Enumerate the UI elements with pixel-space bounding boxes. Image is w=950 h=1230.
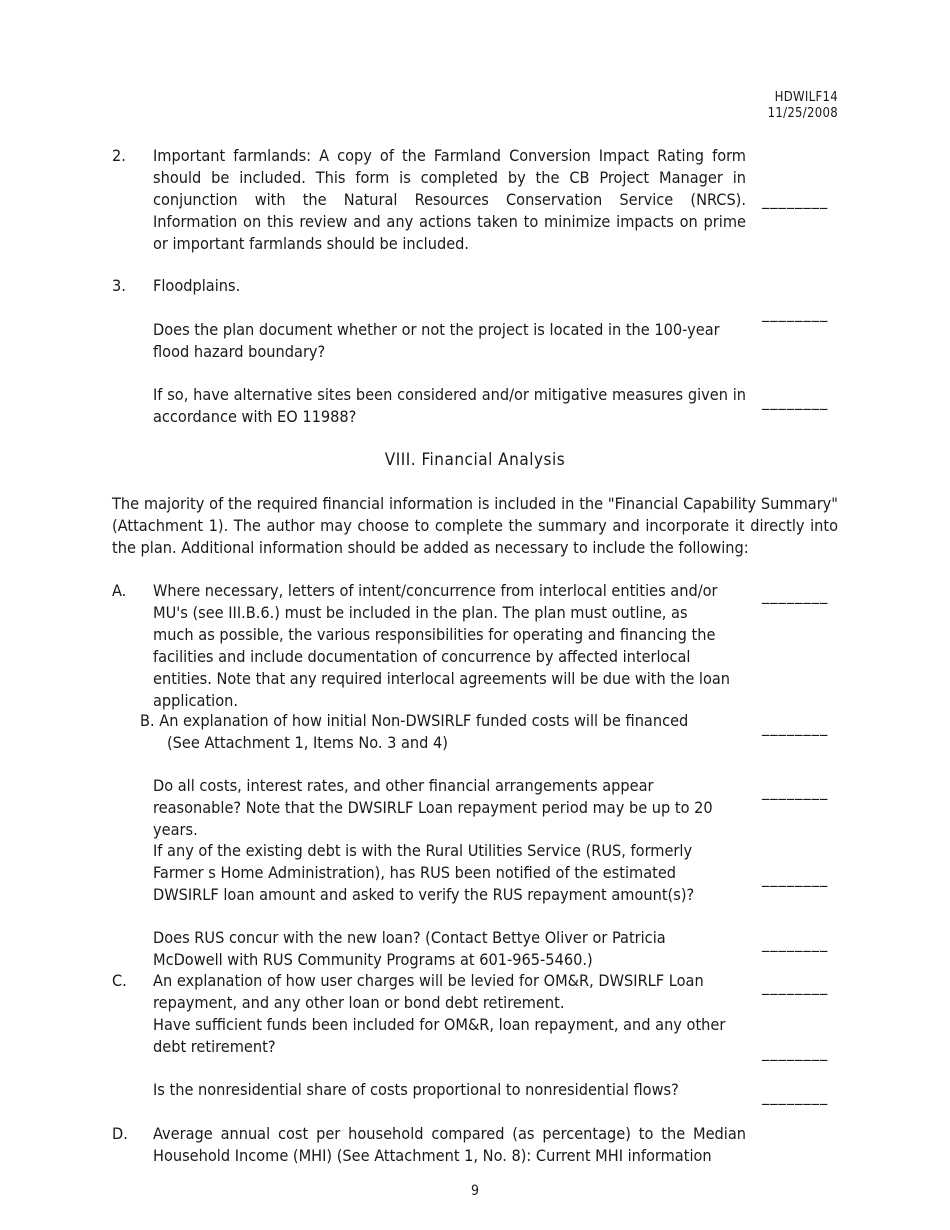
text-line: Have sufficient funds been included for OM&R, loan repayment, and any other [153, 1015, 726, 1034]
intro-paragraph: The majority of the required financial information is included in the "Financial Capability Summary" (Attachment 1). The author may choose to complete the summary and incorporate it directly into the plan. Additional information should be added as necessary to include the following: [112, 494, 838, 557]
item-c-text [153, 970, 746, 1014]
item-b-line1: B. An explanation of how initial Non-DWSIRLF funded costs will be financed [140, 711, 689, 730]
text-line: Farmer s Home Administration), has RUS been notified of the estimated [153, 863, 677, 882]
checklist-blank[interactable]: ________ [762, 190, 829, 209]
checklist-blank[interactable]: ________ [762, 303, 829, 322]
text-line: MU's (see III.B.6.) must be included in the plan. The plan must outline, as [153, 603, 688, 622]
rus-concur-question [153, 927, 746, 971]
text-line: DWSIRLF loan amount and asked to verify the RUS repayment amount(s)? [153, 885, 695, 904]
text-line: McDowell with RUS Community Programs at 601-965-5460.) [153, 950, 593, 969]
text-line: application. [153, 691, 238, 710]
checklist-blank[interactable]: ________ [762, 976, 829, 995]
item-letter: C. [112, 971, 127, 990]
checklist-blank[interactable]: ________ [762, 1042, 829, 1061]
funds-question [153, 1014, 746, 1058]
checklist-blank[interactable]: ________ [762, 1086, 829, 1105]
document-date: 11/25/2008 [767, 106, 838, 121]
text-line: facilities and include documentation of concurrence by affected interlocal [153, 647, 691, 666]
text-line: years. [153, 820, 198, 839]
checklist-blank[interactable]: ________ [762, 717, 829, 736]
text-line: debt retirement? [153, 1037, 276, 1056]
floodplain-alternatives-question: If so, have alternative sites been considered and/or mitigative measures given in accordance with EO 11988? [153, 385, 746, 426]
item-letter: A. [112, 581, 127, 600]
text-line: reasonable? Note that the DWSIRLF Loan repayment period may be up to 20 [153, 798, 713, 817]
checklist-blank[interactable]: ________ [762, 585, 829, 604]
text-line: Does RUS concur with the new loan? (Contact Bettye Oliver or Patricia [153, 928, 666, 947]
text-line: much as possible, the various responsibilities for operating and financing the [153, 625, 716, 644]
item-number: 3. [112, 276, 126, 295]
checklist-blank[interactable]: ________ [762, 781, 829, 800]
item-text-farmlands: Important farmlands: A copy of the Farmland Conversion Impact Rating form should be included. This form is completed by the CB Project Manager in conjunction with the Natural Resources Conservation Service (NRCS). Information on this review and any actions taken to minimize impacts on prime or important farmlands should be included. [153, 146, 746, 253]
text-line: repayment, and any other loan or bond debt retirement. [153, 993, 565, 1012]
costs-question [153, 775, 746, 841]
document-id: HDWILF14 [774, 90, 838, 105]
floodplain-question: Does the plan document whether or not the project is located in the 100-year flood hazard boundary? [153, 320, 720, 361]
item-d-text: Average annual cost per household compared (as percentage) to the Median Household Income (MHI) (See Attachment 1, No. 8): Current MHI information [153, 1124, 746, 1165]
page-number: 9 [470, 1183, 479, 1199]
item-b-line2: (See Attachment 1, Items No. 3 and 4) [167, 733, 448, 752]
text-line: An explanation of how user charges will be levied for OM&R, DWSIRLF Loan [153, 971, 704, 990]
checklist-blank[interactable]: ________ [762, 391, 829, 410]
checklist-blank[interactable]: ________ [762, 933, 829, 952]
item-letter: D. [112, 1124, 128, 1143]
item-text-floodplains: Floodplains. [153, 276, 241, 295]
nonresidential-question: Is the nonresidential share of costs proportional to nonresidential flows? [153, 1080, 679, 1099]
rus-question [153, 840, 746, 906]
text-line: Where necessary, letters of intent/concurrence from interlocal entities and/or [153, 581, 718, 600]
section-title: VIII. Financial Analysis [384, 450, 566, 470]
text-line: entities. Note that any required interlocal agreements will be due with the loan [153, 669, 731, 688]
item-number: 2. [112, 146, 126, 165]
text-line: Do all costs, interest rates, and other financial arrangements appear [153, 776, 654, 795]
item-a-text [153, 580, 746, 712]
checklist-blank[interactable]: ________ [762, 868, 829, 887]
text-line: If any of the existing debt is with the Rural Utilities Service (RUS, formerly [153, 841, 693, 860]
